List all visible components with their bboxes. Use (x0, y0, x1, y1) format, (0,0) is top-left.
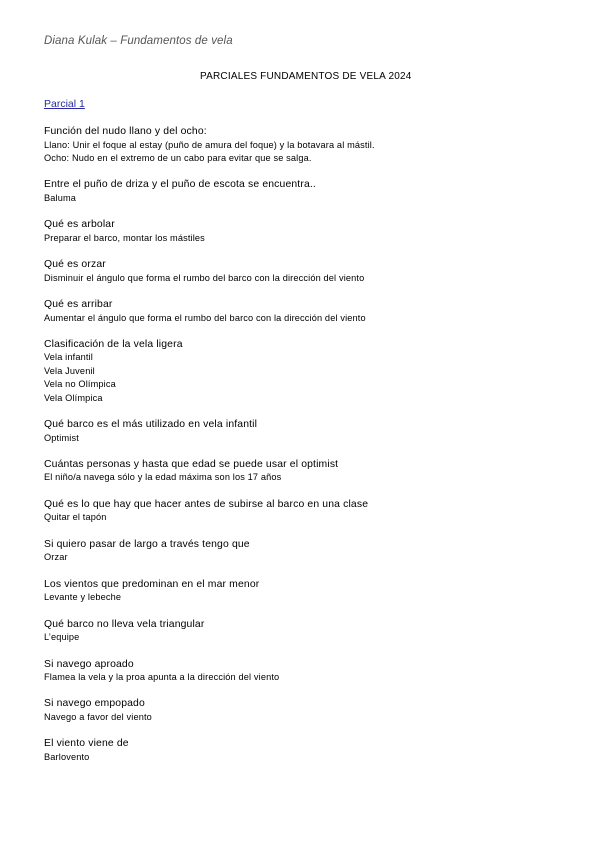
qa-item (44, 218, 564, 245)
answer-text: Optimist (44, 432, 79, 443)
qa-item (44, 125, 564, 165)
question-text: Si navego aproado (44, 658, 134, 670)
answer-text: Navego a favor del viento (44, 711, 152, 722)
qa-item (44, 258, 564, 285)
qa-item (44, 538, 564, 565)
qa-item (44, 697, 564, 724)
qa-item (44, 578, 564, 605)
answer-text: Llano: Unir el foque al estay (puño de amura del foque) y la botavara al mástil. (44, 139, 375, 150)
question-text: Clasificación de la vela ligera (44, 338, 183, 350)
answer-text: El niño/a navega sólo y la edad máxima son los 17 años (44, 472, 282, 483)
qa-list (44, 125, 564, 777)
qa-item (44, 658, 564, 685)
question-text: Entre el puño de driza y el puño de escota se encuentra.. (44, 179, 316, 191)
qa-item (44, 418, 564, 445)
qa-item (44, 618, 564, 645)
question-text: Qué es arbolar (44, 219, 115, 231)
answer-text: Vela no Olímpica (44, 379, 116, 390)
qa-item (44, 458, 564, 485)
question-text: Qué barco no lleva vela triangular (44, 618, 205, 630)
answer-text: Ocho: Nudo en el extremo de un cabo para evitar que se salga. (44, 152, 312, 163)
question-text: Cuántas personas y hasta que edad se puede usar el optimist (44, 458, 339, 470)
answer-text: Vela Juvenil (44, 365, 95, 376)
question-text: El viento viene de (44, 738, 129, 750)
question-text: Qué es orzar (44, 259, 106, 271)
answer-text: Disminuir el ángulo que forma el rumbo del barco con la dirección del viento (44, 272, 365, 283)
question-text: Qué barco es el más utilizado en vela infantil (44, 419, 258, 431)
question-text: Si navego empopado (44, 698, 145, 710)
question-text: Qué es arribar (44, 299, 113, 311)
question-text: Si quiero pasar de largo a través tengo que (44, 538, 250, 550)
qa-item (44, 178, 564, 205)
qa-item (44, 498, 564, 525)
answer-text: Baluma (44, 192, 77, 203)
answer-text: Flamea la vela y la proa apunta a la dirección del viento (44, 672, 280, 682)
answer-text: Barlovento (44, 751, 90, 762)
answer-text: Vela infantil (44, 352, 93, 363)
qa-item (44, 737, 564, 764)
question-text: Función del nudo llano y del ocho: (44, 126, 207, 137)
answer-text: Quitar el tapón (44, 512, 107, 523)
answer-text: L’equipe (44, 632, 80, 643)
answer-text: Preparar el barco, montar los mástiles (44, 232, 205, 243)
answer-text: Levante y lebeche (44, 592, 122, 603)
section-link-parcial-1[interactable]: Parcial 1 (44, 98, 85, 110)
answer-text: Orzar (44, 552, 68, 563)
answer-text: Aumentar el ángulo que forma el rumbo del barco con la dirección del viento (44, 312, 366, 323)
qa-item (44, 338, 564, 405)
question-text: Qué es lo que hay que hacer antes de subirse al barco en una clase (44, 498, 369, 510)
qa-item (44, 298, 564, 325)
answer-text: Vela Olímpica (44, 392, 103, 403)
running-header: Diana Kulak – Fundamentos de vela (44, 35, 233, 47)
question-text: Los vientos que predominan en el mar menor (44, 578, 260, 590)
document-title: PARCIALES FUNDAMENTOS DE VELA 2024 (200, 71, 412, 82)
